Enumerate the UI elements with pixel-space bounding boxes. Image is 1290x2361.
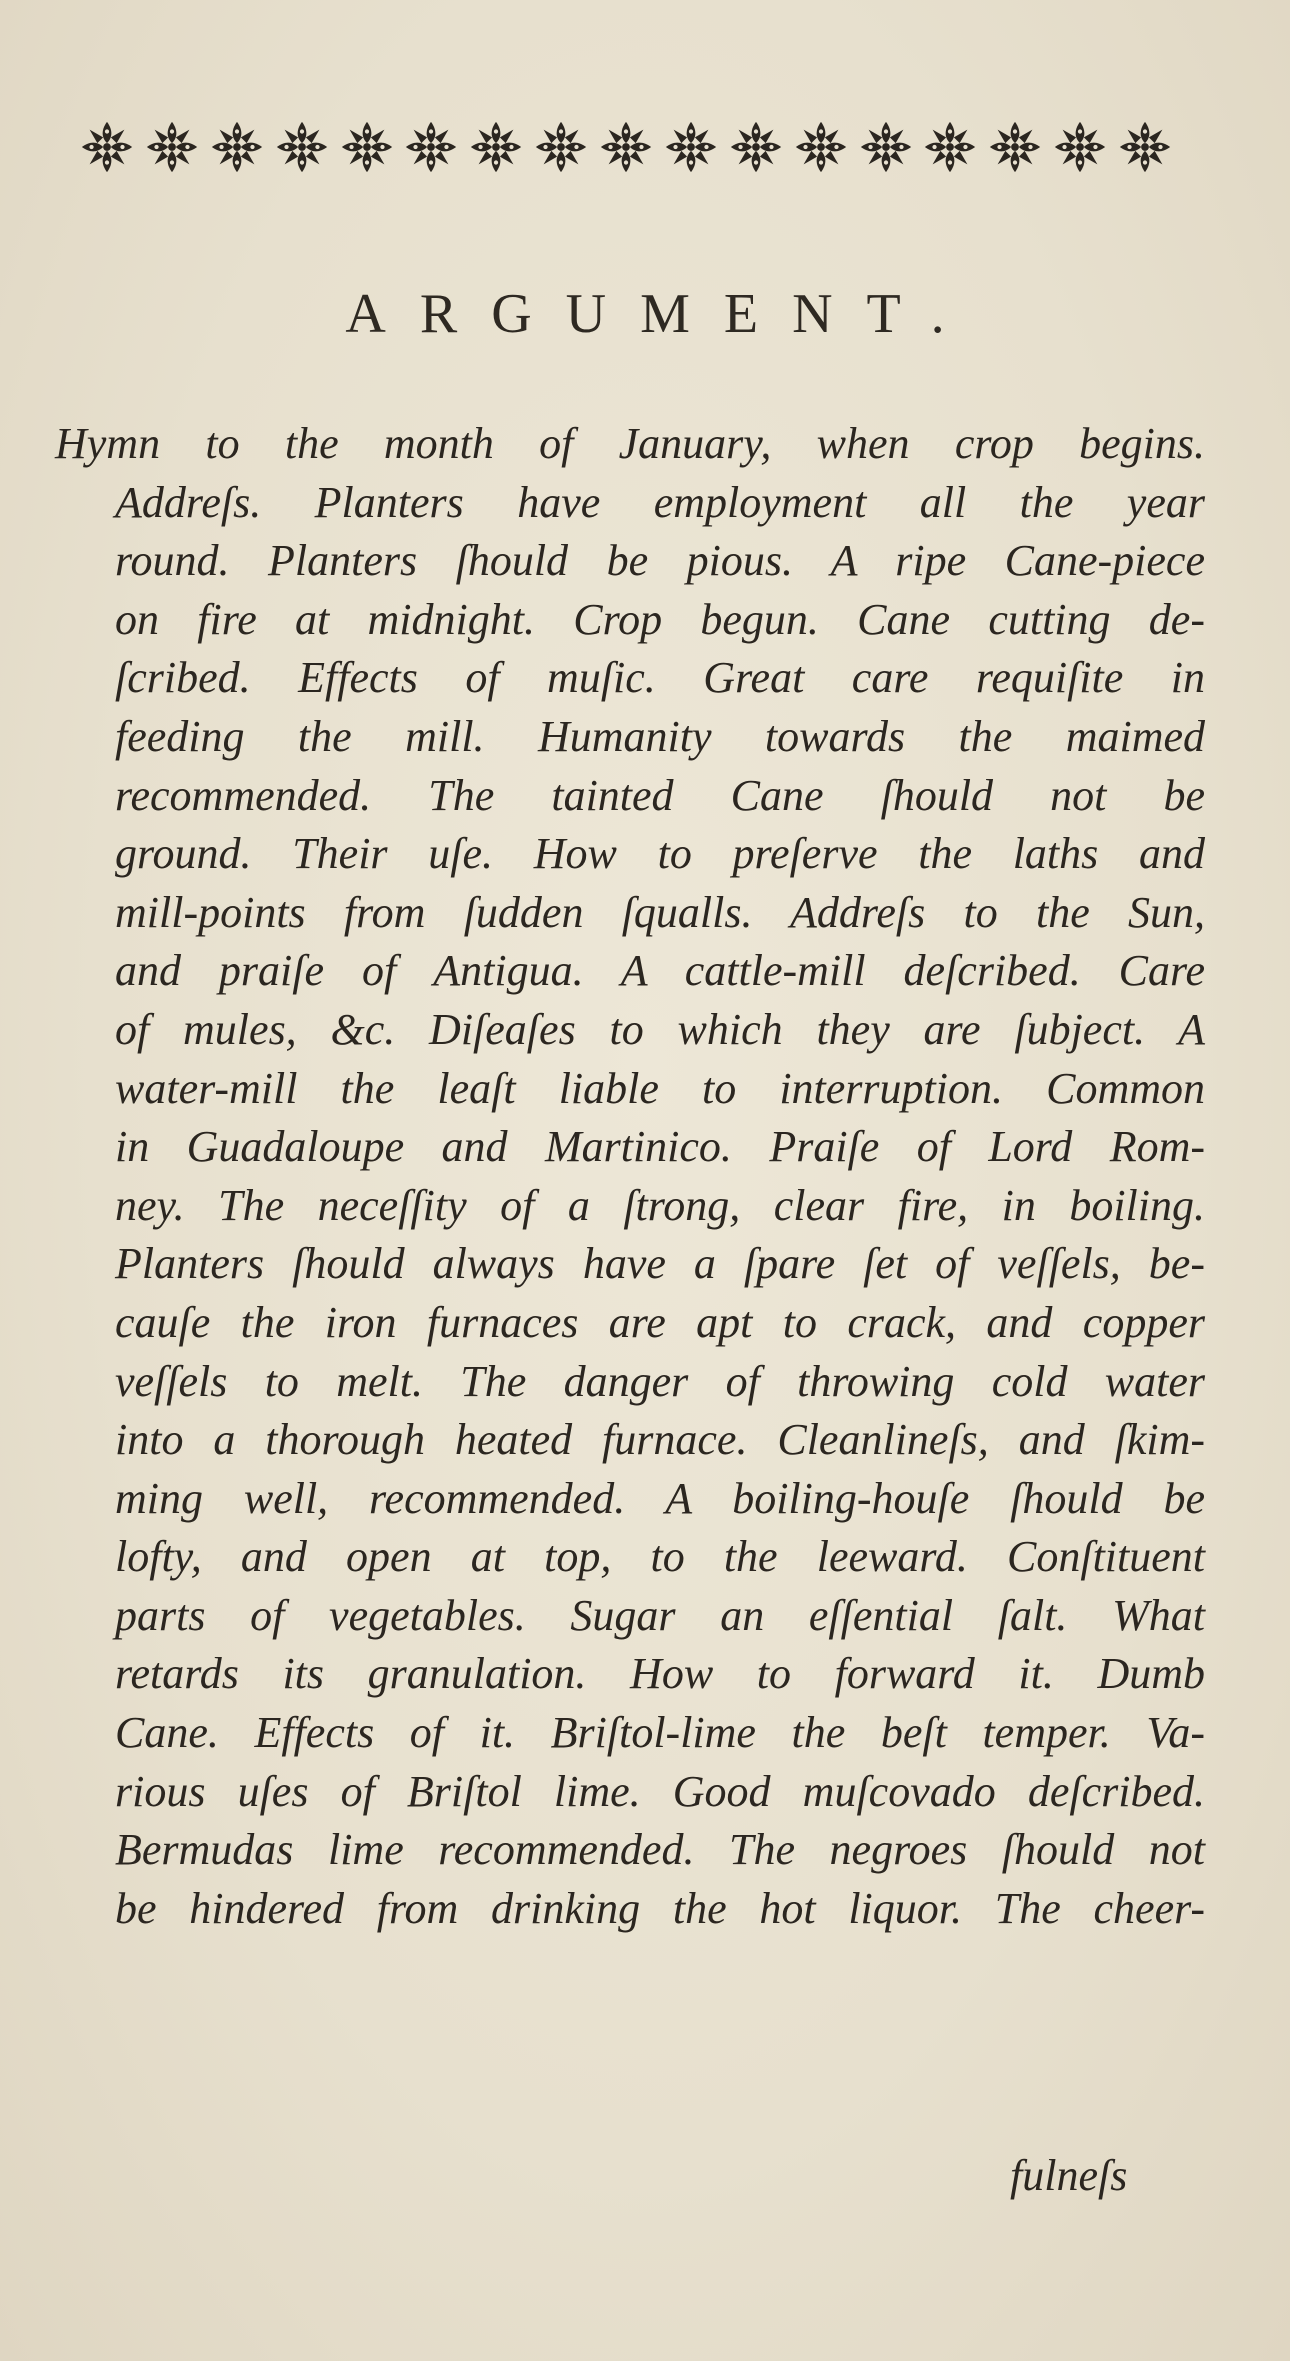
text-line: rious uſes of Briſtol lime. Good muſcovado deſcribed. <box>115 1766 1205 1816</box>
text-line: ſcribed. Effects of muſic. Great care requiſite in <box>115 653 1205 703</box>
fleuron-icon <box>78 118 136 176</box>
fleuron-icon <box>597 118 655 176</box>
text-line: Planters ſhould always have a ſpare ſet of veſſels, be- <box>115 1239 1205 1289</box>
text-line: ground. Their uſe. How to preſerve the laths and <box>115 829 1205 879</box>
text-line: veſſels to melt. The danger of throwing cold water <box>115 1356 1205 1406</box>
text-line: ming well, recommended. A boiling-houſe ſhould be <box>115 1473 1205 1523</box>
text-line: parts of vegetables. Sugar an eſſential ſalt. What <box>115 1590 1205 1640</box>
fleuron-icon <box>338 118 396 176</box>
text-line: water-mill the leaſt liable to interruption. Common <box>115 1063 1205 1113</box>
text-line: Cane. Effects of it. Briſtol-lime the beſt temper. Va- <box>115 1708 1205 1758</box>
page-heading: ARGUMENT. <box>345 283 979 345</box>
argument-text <box>55 415 1205 1938</box>
fleuron-icon <box>792 118 850 176</box>
text-line: be hindered from drinking the hot liquor. The cheer- <box>115 1883 1205 1933</box>
fleuron-icon <box>921 118 979 176</box>
ornament-border <box>78 112 1174 182</box>
fleuron-icon <box>857 118 915 176</box>
fleuron-icon <box>986 118 1044 176</box>
fleuron-icon <box>532 118 590 176</box>
text-line: in Guadaloupe and Martinico. Praiſe of Lord Rom- <box>115 1122 1205 1172</box>
fleuron-icon <box>402 118 460 176</box>
text-line: Addreſs. Planters have employment all the year <box>115 477 1205 527</box>
text-line: ney. The neceſſity of a ſtrong, clear fire, in boiling. <box>115 1180 1205 1230</box>
text-line: Bermudas lime recommended. The negroes ſhould not <box>115 1825 1205 1875</box>
text-line: on fire at midnight. Crop begun. Cane cutting de- <box>115 594 1205 644</box>
text-line: lofty, and open at top, to the leeward. Conſtituent <box>115 1532 1205 1582</box>
text-line: feeding the mill. Humanity towards the maimed <box>115 711 1205 761</box>
fleuron-icon <box>467 118 525 176</box>
fleuron-icon <box>143 118 201 176</box>
catchword: fulneſs <box>1010 2151 1128 2200</box>
fleuron-icon <box>727 118 785 176</box>
text-line: recommended. The tainted Cane ſhould not be <box>115 770 1205 820</box>
fleuron-icon <box>1116 118 1174 176</box>
fleuron-icon <box>1051 118 1109 176</box>
text-line: of mules, &c. Diſeaſes to which they are ſubject. A <box>115 1004 1205 1054</box>
text-line: mill-points from ſudden ſqualls. Addreſs to the Sun, <box>115 887 1205 937</box>
text-line: retards its granulation. How to forward it. Dumb <box>115 1649 1205 1699</box>
fleuron-icon <box>662 118 720 176</box>
text-line: round. Planters ſhould be pious. A ripe Cane-piece <box>115 536 1205 586</box>
text-line: and praiſe of Antigua. A cattle-mill deſcribed. Care <box>115 946 1205 996</box>
fleuron-icon <box>208 118 266 176</box>
fleuron-icon <box>273 118 331 176</box>
text-line: Hymn to the month of January, when crop begins. <box>55 419 1205 468</box>
text-line: cauſe the iron furnaces are apt to crack, and copper <box>115 1297 1205 1347</box>
text-line: into a thorough heated furnace. Cleanlineſs, and ſkim- <box>115 1415 1205 1465</box>
